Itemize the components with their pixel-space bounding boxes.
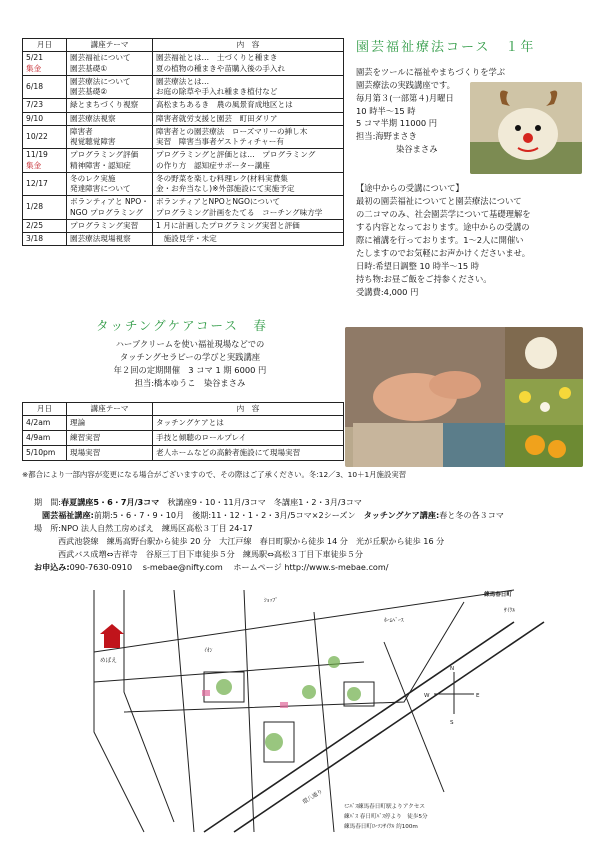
content-line: 1 月に計画したプログラミング実習と評価	[156, 220, 300, 230]
date-line: 11/19	[26, 150, 48, 160]
table-cell-date	[23, 233, 67, 246]
table-cell-theme: 理論	[67, 416, 153, 431]
table-row	[23, 172, 344, 196]
table-cell-date: 5/10pm	[23, 446, 67, 461]
map-label-homebase: ﾎｰﾑﾍﾞｰｽ	[384, 618, 404, 624]
header-theme: 講座テーマ	[67, 39, 153, 52]
theme-line: 園芸療法現場視察	[70, 234, 131, 243]
content-line: 障害者との園芸療法 ローズマリーの挿し木	[156, 126, 308, 136]
table-cell-theme	[67, 149, 153, 173]
course-period-line	[34, 509, 590, 522]
table-cell-content	[153, 233, 344, 246]
date-line: 9/10	[26, 113, 44, 123]
info-block	[34, 496, 590, 574]
table-cell-date	[23, 219, 67, 232]
table-cell-content	[153, 75, 344, 99]
access-line-2: 西武バス成増⇔吉祥寺 谷原三丁目下車徒歩５分 練馬駅⇔高松３丁目下車徒歩５分	[58, 548, 363, 559]
contact-label: お申込み:	[34, 561, 70, 572]
text-line: 最初の園芸福祉についてと園芸療法について	[356, 195, 522, 206]
table-row	[23, 446, 344, 461]
table-header-row	[23, 39, 344, 52]
theme-line: 視覚聴覚障害	[70, 137, 116, 146]
theme-line: 発達障害について	[70, 184, 131, 193]
text-line: 持ち物:お昼ご飯をご持参ください。	[356, 273, 492, 284]
map-footer-2: 練ﾊﾞｽ 春日町ﾊﾞｽ停より 徒歩5分	[344, 814, 428, 820]
content-line: 冬の野菜を楽しむ料理レク(材料実費集	[156, 173, 288, 183]
table-cell-content	[153, 52, 344, 76]
course2-description	[40, 338, 340, 389]
midjoin-heading: 【途中からの受講について】	[356, 183, 464, 193]
table-cell-date	[23, 172, 67, 196]
text-line: 日時:希望日調整 10 時半～15 時	[356, 260, 480, 271]
table-cell-content	[153, 99, 344, 112]
text-line: 園芸療法の実践講座です。	[356, 79, 455, 90]
table-cell-date	[23, 99, 67, 112]
table-cell-content: 手技と傾聴のロールプレイ	[153, 431, 344, 446]
theme-line: 園芸福祉について	[70, 53, 131, 63]
table-row	[23, 219, 344, 232]
date-line: 集金	[26, 63, 42, 73]
content-line: の作り方 認知症サポーター講座	[156, 160, 270, 170]
theme-line: NGO プログラミング	[70, 207, 143, 217]
table-row	[23, 75, 344, 99]
date-line: 2/25	[26, 220, 44, 230]
course1-schedule-table	[22, 38, 344, 246]
access-map	[84, 582, 584, 836]
table-row	[23, 196, 344, 220]
content-line: 施設見学・未定	[156, 234, 217, 243]
theme-line: 冬のレク実施	[70, 173, 116, 183]
date-line: 集金	[26, 160, 42, 170]
table-cell-content	[153, 196, 344, 220]
table-cell-theme	[67, 219, 153, 232]
header-theme: 講座テーマ	[67, 403, 153, 416]
midjoin-text	[356, 195, 588, 299]
period-spring: 春夏講座5・6・7月/3コマ	[61, 497, 160, 507]
theme-line: プログラミング実習	[70, 220, 139, 230]
fukushi-second: 後期:11・12・1・2・3月/5コマ×2シーズン	[184, 509, 364, 520]
touching-period: 春と冬の各３コマ	[439, 509, 504, 520]
place-address: NPO 法人自然工房めばえ 練馬区高松３丁目 24-17	[61, 522, 253, 533]
contact-details[interactable]: 090-7630-0910 s-mebae@nifty.com ホームページ http://www.s-mebae.com/	[69, 561, 389, 572]
table-row	[23, 149, 344, 173]
period-line	[34, 496, 590, 509]
date-line: 1/28	[26, 202, 44, 212]
table-cell-theme	[67, 233, 153, 246]
table-row	[23, 125, 344, 149]
header-content: 内 容	[153, 403, 344, 416]
access-line-1: 西武池袋線 練馬高野台駅から徒歩 20 分 大江戸線 春日町駅から徒歩 14 分 光が丘駅から徒歩 16 分	[58, 535, 445, 546]
date-line: 12/17	[26, 178, 48, 188]
date-line: 7/23	[26, 100, 44, 110]
table-cell-content	[153, 125, 344, 149]
table-cell-content: 老人ホームなどの高齢者施設にて現場実習	[153, 446, 344, 461]
header-date: 月日	[23, 403, 67, 416]
table-cell-theme: 練習実習	[67, 431, 153, 446]
compass-w: W	[424, 693, 430, 699]
date-line: 3/18	[26, 234, 44, 243]
content-line: 高松まちあるき 農の風景育成地区とは	[156, 100, 293, 110]
table-cell-date	[23, 52, 67, 76]
fukushi-first: 前期:5・6・7・9・10月	[93, 509, 185, 520]
map-footer-3: 練馬春日町ﾛｰｿﾝｻｲｸﾙ 約100m	[344, 824, 418, 830]
table-row	[23, 52, 344, 76]
table-cell-date: 4/9am	[23, 431, 67, 446]
table-cell-date	[23, 125, 67, 149]
theme-line: 障害者	[70, 126, 93, 136]
course1-title: 園芸福祉療法コース １年	[356, 40, 536, 55]
map-label-aeon: ｲｵﾝ	[204, 648, 213, 654]
map-label-cycle: ｻｲｸﾙ	[504, 608, 516, 614]
table-cell-date	[23, 75, 67, 99]
place-line	[34, 522, 590, 535]
table-row	[23, 112, 344, 125]
text-line: 10 時半～15 時	[356, 105, 416, 116]
content-line: 園芸療法とは…	[156, 76, 210, 86]
table-cell-content	[153, 219, 344, 232]
map-label-kanpachi: 環八通り	[301, 788, 325, 806]
course1-schedule-table-wrap	[22, 38, 344, 246]
text-line: 5 コマ半期 11000 円	[356, 118, 438, 129]
table-cell-theme	[67, 52, 153, 76]
table-cell-date	[23, 112, 67, 125]
table-cell-theme: 現場実習	[67, 446, 153, 461]
theme-line: ボランティアと NPO・	[70, 197, 149, 207]
table-cell-theme	[67, 125, 153, 149]
text-line: 担当:海野まさき	[356, 131, 417, 142]
text-line: 染谷まさみ	[396, 144, 438, 155]
content-line: お庭の除草や手入れ種まき植付など	[156, 87, 278, 96]
fukushi-label: 園芸福祉講座:	[42, 509, 94, 520]
text-line: 受講費:4,000 円	[356, 286, 419, 297]
theme-line: 精神障害・認知症	[70, 160, 131, 170]
map-label-mebae: めばえ	[100, 658, 117, 664]
content-line: 夏の植物の種まきや苗購入後の手入れ	[156, 63, 286, 73]
table-cell-content	[153, 149, 344, 173]
text-line: の二コマのみ、社会園芸学について基礎理解を	[356, 208, 531, 219]
text-line: タッチングセラピーの学びと実践講座	[119, 351, 261, 362]
course2-schedule-table-wrap	[22, 402, 344, 461]
text-line: 園芸をツールに福祉やまちづくりを学ぶ	[356, 67, 506, 77]
period-label: 期 間:	[34, 497, 62, 507]
content-line: 園芸福祉とは… 土づくりと種まき	[156, 53, 278, 63]
map-label-kasugacho: 練馬春日町	[484, 592, 512, 598]
text-line: たしますのでお気軽にお声かけくださいませ。	[356, 247, 530, 258]
change-notice: ※都合により一部内容が変更になる場合がございますので、その際はご了承ください。冬:12／3、10＋1月施設実習	[22, 470, 407, 479]
theme-line: 園芸療法について	[70, 76, 131, 86]
mebae-marker	[100, 624, 124, 648]
touching-care-photo-collage	[345, 327, 583, 467]
table-cell-date	[23, 149, 67, 173]
theme-line: 園芸基礎②	[70, 87, 108, 96]
touching-label: タッチングケア講座:	[363, 509, 440, 520]
text-line: する内容となっております。途中からの受講の	[356, 221, 530, 232]
course2-title: タッチングケアコース 春	[96, 318, 268, 333]
date-line: 10/22	[26, 131, 48, 141]
table-cell-theme	[67, 112, 153, 125]
content-line: 実習 障害当事者ゲストティチャー有	[156, 137, 284, 146]
place-label: 場 所:	[34, 522, 62, 533]
compass-s: S	[450, 720, 454, 726]
table-header-row	[23, 403, 344, 416]
text-line: 担当:橋本ゆうこ 染谷まさみ	[134, 377, 246, 388]
compass-e: E	[476, 693, 480, 699]
text-line: 際に補講を行っております。1～2人に開催い	[356, 234, 524, 245]
map-label-shop: ｼｮｯﾌﾟ	[264, 598, 278, 604]
table-row	[23, 233, 344, 246]
content-line: 金・お弁当なし)※外部施設にて実施予定	[156, 184, 295, 193]
theme-line: 園芸基礎①	[70, 63, 108, 73]
table-cell-theme	[67, 172, 153, 196]
text-line: 毎月第３(一部第４)月曜日	[356, 92, 454, 103]
table-row	[23, 431, 344, 446]
date-line: 6/18	[26, 81, 44, 91]
table-cell-content: タッチングケアとは	[153, 416, 344, 431]
theme-line: 園芸療法視察	[70, 113, 116, 123]
theme-line: 緑とまちづくり視察	[70, 100, 139, 110]
header-content: 内 容	[153, 39, 344, 52]
content-line: ボランティアとNPOとNGOについて	[156, 197, 281, 207]
table-cell-date	[23, 196, 67, 220]
midjoin-section	[356, 182, 588, 298]
table-cell-theme	[67, 99, 153, 112]
date-line: 5/21	[26, 53, 44, 63]
reindeer-craft-photo	[470, 82, 582, 174]
header-date: 月日	[23, 39, 67, 52]
content-line: プログラミング計画をたてる コーチング味方学	[156, 207, 323, 217]
course2-schedule-table	[22, 402, 344, 461]
table-cell-theme	[67, 75, 153, 99]
map-footer-1: ﾐﾆﾊﾞｽ練馬春日町駅よりアクセス	[344, 804, 425, 810]
text-line: ハーブクリームを使い福祉現場などでの	[115, 339, 265, 349]
content-line: 障害者就労支援と園芸 町田ダリア	[156, 113, 278, 123]
table-row	[23, 416, 344, 431]
text-line: 年２回の定期開催 3 コマ 1 期 6000 円	[113, 364, 267, 375]
access-map-drawing	[84, 582, 584, 836]
table-cell-theme	[67, 196, 153, 220]
compass-n: N	[450, 666, 455, 672]
table-row	[23, 99, 344, 112]
period-rest: 秋講座9・10・11月/3コマ 冬講座1・2・3月/3コマ	[159, 497, 362, 507]
contact-line[interactable]	[34, 561, 590, 574]
table-cell-content	[153, 172, 344, 196]
table-cell-date: 4/2am	[23, 416, 67, 431]
table-cell-content	[153, 112, 344, 125]
theme-line: プログラミング評価	[70, 150, 139, 160]
content-line: プログラミングと評価とは… プログラミング	[156, 150, 316, 160]
